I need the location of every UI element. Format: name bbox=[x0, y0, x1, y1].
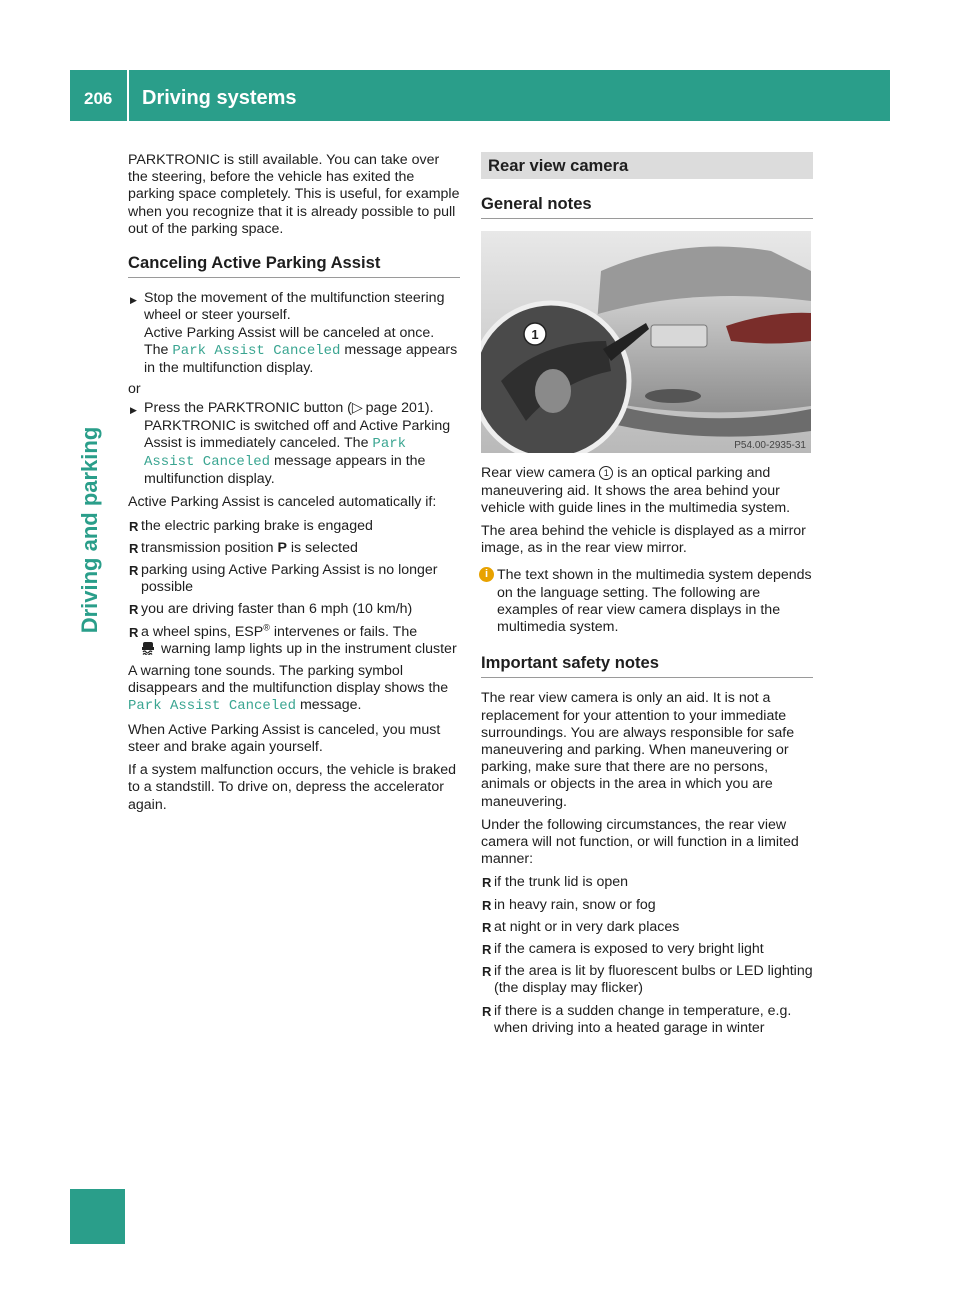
display-message: Park Assist Canceled bbox=[128, 698, 297, 715]
bullet-icon: R bbox=[482, 875, 492, 891]
bullet-icon: R bbox=[482, 897, 492, 913]
list-item: R if the area is lit by fluorescent bulbs or LED lighting (the display may flicker) bbox=[482, 963, 813, 997]
section-band: Rear view camera bbox=[481, 152, 813, 179]
step-arrow-icon: ▶ bbox=[130, 295, 137, 306]
list-item: R at night or in very dark places bbox=[482, 918, 680, 935]
list-item: R if there is a sudden change in temperature, e.g. when driving into a heated garage in winter bbox=[482, 1002, 792, 1036]
list-item: R a wheel spins, ESP® intervenes or fails. The warning lamp lights up in the instrument cluster bbox=[129, 621, 457, 657]
page-ref-arrow-icon: ▷ bbox=[351, 400, 363, 417]
general-notes-heading: General notes bbox=[481, 195, 813, 219]
auto-cancel-intro: Active Parking Assist is canceled automatically if: bbox=[128, 494, 437, 511]
list-item: R transmission position P is selected bbox=[129, 539, 358, 556]
bullet-icon: R bbox=[482, 919, 492, 935]
header-divider bbox=[127, 70, 129, 121]
chapter-title: Driving systems bbox=[142, 87, 297, 109]
callout-number: 1 bbox=[531, 327, 539, 343]
warning-tone-paragraph: A warning tone sounds. The parking symbol disappears and the multifunction display shows the Park Assist Canceled message. bbox=[128, 663, 449, 715]
display-message: Park Assist Canceled bbox=[144, 435, 407, 471]
side-tab-label: Driving and parking bbox=[77, 426, 102, 634]
intro-paragraph: PARKTRONIC is still available. You can take over the steering, before the vehicle has exited the parking space completely. This is useful, for example when you recognize that it is already possible to pull out of the parking space. bbox=[128, 152, 460, 237]
bullet-icon: R bbox=[482, 942, 492, 958]
malfunction-paragraph: If a system malfunction occurs, the vehicle is braked to a standstill. To drive on, depress the accelerator again. bbox=[128, 762, 457, 813]
safety-heading: Important safety notes bbox=[481, 654, 813, 678]
step-arrow-icon: ▶ bbox=[130, 405, 137, 416]
image-code: P54.00-2935-31 bbox=[734, 440, 806, 452]
list-item: R in heavy rain, snow or fog bbox=[482, 896, 656, 913]
page-number: 206 bbox=[84, 89, 113, 108]
circumstances-paragraph: Under the following circumstances, the rear view camera will not function, or will function in a limited manner: bbox=[481, 816, 799, 868]
bullet-icon: R bbox=[129, 624, 139, 640]
list-item: R you are driving faster than 6 mph (10 km/h) bbox=[129, 601, 413, 618]
callout-marker: 1 bbox=[599, 466, 613, 480]
mirror-paragraph: The area behind the vehicle is displayed as a mirror image, as in the rear view mirror. bbox=[481, 523, 806, 557]
bullet-icon: R bbox=[129, 518, 139, 534]
bullet-icon: R bbox=[129, 540, 139, 556]
info-icon: i bbox=[479, 567, 494, 582]
bullet-icon: R bbox=[129, 602, 139, 618]
safety-paragraph: The rear view camera is only an aid. It is not a replacement for your attention to your immediate surroundings. You are always responsible for safe maneuvering and parking. When maneuvering or parking, make sure that there are no persons, animals or objects in the area in which you are maneuvering. bbox=[481, 690, 795, 810]
step-stop-movement: ▶ Stop the movement of the multifunction steering wheel or steer yourself. Active Parking Assist will be canceled at once. The Park Assist Canceled message appears in the multifunction display. bbox=[130, 290, 458, 377]
side-tab-block bbox=[70, 1189, 125, 1244]
list-item: R the electric parking brake is engaged bbox=[129, 517, 373, 534]
list-item: R if the trunk lid is open bbox=[482, 874, 629, 891]
bullet-icon: R bbox=[482, 964, 492, 980]
or-separator: or bbox=[128, 381, 141, 398]
camera-description: Rear view camera 1 is an optical parking and maneuvering aid. It shows the area behind your vehicle with guide lines in the multimedia system. bbox=[481, 465, 791, 516]
bullet-icon: R bbox=[129, 563, 139, 579]
rear-view-camera-photo bbox=[481, 231, 811, 453]
esp-warning-lamp-icon bbox=[141, 641, 155, 655]
right-column bbox=[481, 152, 813, 1042]
list-item: R parking using Active Parking Assist is no longer possible bbox=[129, 562, 438, 596]
step-press-parktronic: ▶ Press the PARKTRONIC button (▷ page 201). PARKTRONIC is switched off and Active Parking Assist is immediately canceled. The Park Assist Canceled message appears in the multifunction display. bbox=[130, 400, 451, 488]
bullet-icon: R bbox=[482, 1003, 492, 1019]
cancel-heading: Canceling Active Parking Assist bbox=[128, 254, 460, 278]
steer-paragraph: When Active Parking Assist is canceled, you must steer and brake again yourself. bbox=[128, 721, 441, 755]
info-note: i The text shown in the multimedia system depends on the language setting. The following are examples of rear view camera displays in the multimedia system. bbox=[481, 567, 813, 636]
display-message: Park Assist Canceled bbox=[172, 342, 341, 359]
left-column bbox=[128, 152, 460, 820]
page-reference[interactable]: page 201 bbox=[365, 400, 425, 417]
list-item: R if the camera is exposed to very bright light bbox=[482, 941, 764, 958]
